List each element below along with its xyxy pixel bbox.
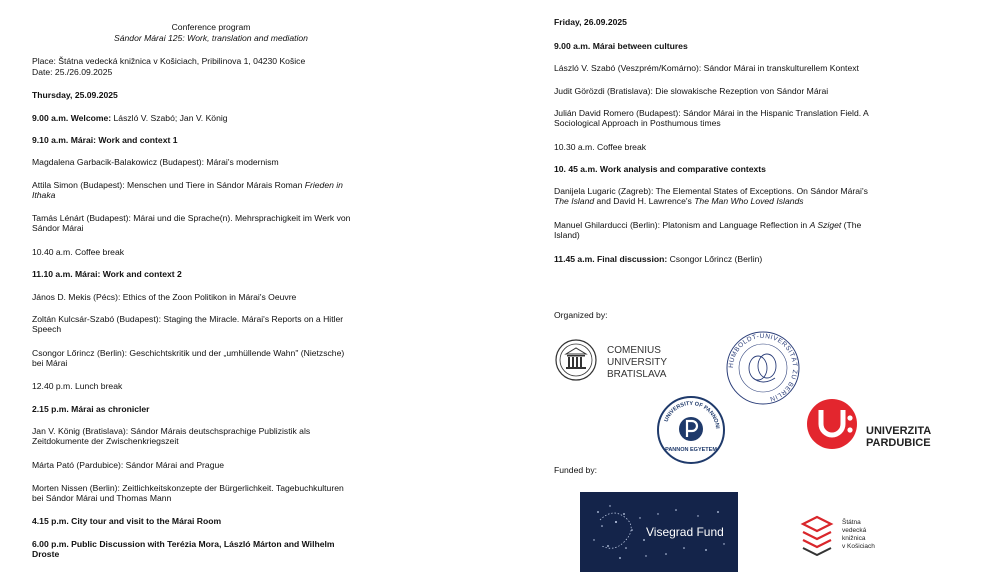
talk-pato: Márta Pató (Pardubice): Sándor Márai and Prague <box>32 460 225 470</box>
friday-session-1-title: 9.00 a.m. Márai between cultures <box>554 41 688 51</box>
svg-text:PANNON EGYETEM: PANNON EGYETEM <box>665 447 717 453</box>
talk-nissen: Morten Nissen (Berlin): Zeitlichkeitskonzepte der Bürgerlichkeit. Tagebuchkulturen bei Sándor Márai und Thomas Mann <box>32 483 344 504</box>
svg-text:v Košiciach: v Košiciach <box>842 543 875 550</box>
svg-text:PARDUBICE: PARDUBICE <box>866 437 931 449</box>
svg-text:Visegrad Fund: Visegrad Fund <box>646 525 724 539</box>
friday-session-2-title: 10. 45 a.m. Work analysis and comparative contexts <box>554 164 766 174</box>
public-discussion: 6.00 p.m. Public Discussion with Terézia Mora, László Márton and Wilhelm Droste <box>32 539 335 560</box>
talk-kulcsar-szabo: Zoltán Kulcsár-Szabó (Budapest): Staging the Miracle. Márai's Reports on a Hitler Speech <box>32 314 344 335</box>
coffee-break-1: 10.40 a.m. Coffee break <box>32 247 125 257</box>
welcome-line: 9.00 a.m. Welcome: László V. Szabó; Jan V. König <box>32 113 228 123</box>
program-title: Conference program <box>171 22 251 32</box>
talk-szabo: László V. Szabó (Veszprém/Komárno): Sándor Márai in transkulturellem Kontext <box>554 63 859 73</box>
friday-heading: Friday, 26.09.2025 <box>554 17 627 27</box>
svg-text:knižnica: knižnica <box>842 535 866 542</box>
session-3-title: 2.15 p.m. Márai as chronicler <box>32 404 150 414</box>
talk-ghilarducci: Manuel Ghilarducci (Berlin): Platonism and Language Reflection in A Sziget (The Island) <box>554 220 862 241</box>
talk-konig: Jan V. König (Bratislava): Sándor Márais deutschsprachige Publizistik als Zeitdokumente der Zwischenkriegszeit <box>32 426 311 447</box>
talk-romero: Julián David Romero (Budapest): Sándor Márai in the Hispanic Translation Field. A Sociological Approach in Posthumous times <box>554 108 869 129</box>
program-subtitle: Sándor Márai 125: Work, translation and mediation <box>114 33 308 43</box>
talk-garbacik: Magdalena Garbacik-Balakowicz (Budapest): Márai's modernism <box>32 157 279 167</box>
coffee-break-2: 10.30 a.m. Coffee break <box>554 142 647 152</box>
talk-lugaric: Danijela Lugaric (Zagreb): The Elemental States of Exceptions. On Sándor Márai's The Island and David H. Lawrence's The Man Who Loved Islands <box>554 186 868 207</box>
talk-simon: Attila Simon (Budapest): Menschen und Tiere in Sándor Márais Roman Frieden in Ithaka <box>32 180 343 201</box>
comenius-logo <box>555 338 685 384</box>
lunch-break: 12.40 p.m. Lunch break <box>32 381 123 391</box>
talk-gorozdi: Judit Görözdi (Bratislava): Die slowakische Rezeption von Sándor Márai <box>554 86 829 96</box>
talk-lorincz: Csongor Lőrincz (Berlin): Geschichtskritik und der „umhüllende Wahn" (Nietzsche) bei Márai <box>32 348 345 369</box>
svg-text:UNIVERSITY OF PANNONIA: UNIVERSITY OF PANNONI <box>663 400 720 429</box>
pardubice-logo <box>806 398 946 454</box>
svg-text:BRATISLAVA: BRATISLAVA <box>607 369 667 380</box>
pannon-logo <box>656 395 726 465</box>
session-1-title: 9.10 a.m. Márai: Work and context 1 <box>32 135 178 145</box>
date-line: Date: 25./26.09.2025 <box>32 67 113 77</box>
visegrad-fund-logo <box>580 492 738 572</box>
session-2-title: 11.10 a.m. Márai: Work and context 2 <box>32 269 182 279</box>
svg-text:COMENIUS: COMENIUS <box>607 345 661 356</box>
place-line: Place: Štátna vedecká knižnica v Košiciach, Pribilinova 1, 04230 Košice <box>32 56 306 66</box>
svg-text:UNIVERZITA: UNIVERZITA <box>866 425 932 437</box>
svg-text:UNIVERSITY: UNIVERSITY <box>607 357 668 368</box>
final-discussion: 11.45 a.m. Final discussion: Csongor Lőrincz (Berlin) <box>554 254 763 264</box>
svg-text:HUMBOLDT-UNIVERSITÄT ZU BERLIN: HUMBOLDT-UNIVERSITÄT ZU BERLIN <box>727 332 799 403</box>
humboldt-seal <box>725 330 801 406</box>
svg-text:vedecká: vedecká <box>842 527 867 534</box>
funded-by-label: Funded by: <box>554 465 597 475</box>
talk-mekis: János D. Mekis (Pécs): Ethics of the Zoon Politikon in Márai's Oeuvre <box>32 292 297 302</box>
organized-by-label: Organized by: <box>554 310 608 320</box>
city-tour: 4.15 p.m. City tour and visit to the Márai Room <box>32 516 222 526</box>
svk-kosice-logo <box>800 512 900 556</box>
talk-lenart: Tamás Lénárt (Budapest): Márai und die Sprache(n). Mehrsprachigkeit im Werk von Sándor Márai <box>32 213 351 234</box>
svg-text:Štátna: Štátna <box>842 519 861 526</box>
thursday-heading: Thursday, 25.09.2025 <box>32 90 118 100</box>
